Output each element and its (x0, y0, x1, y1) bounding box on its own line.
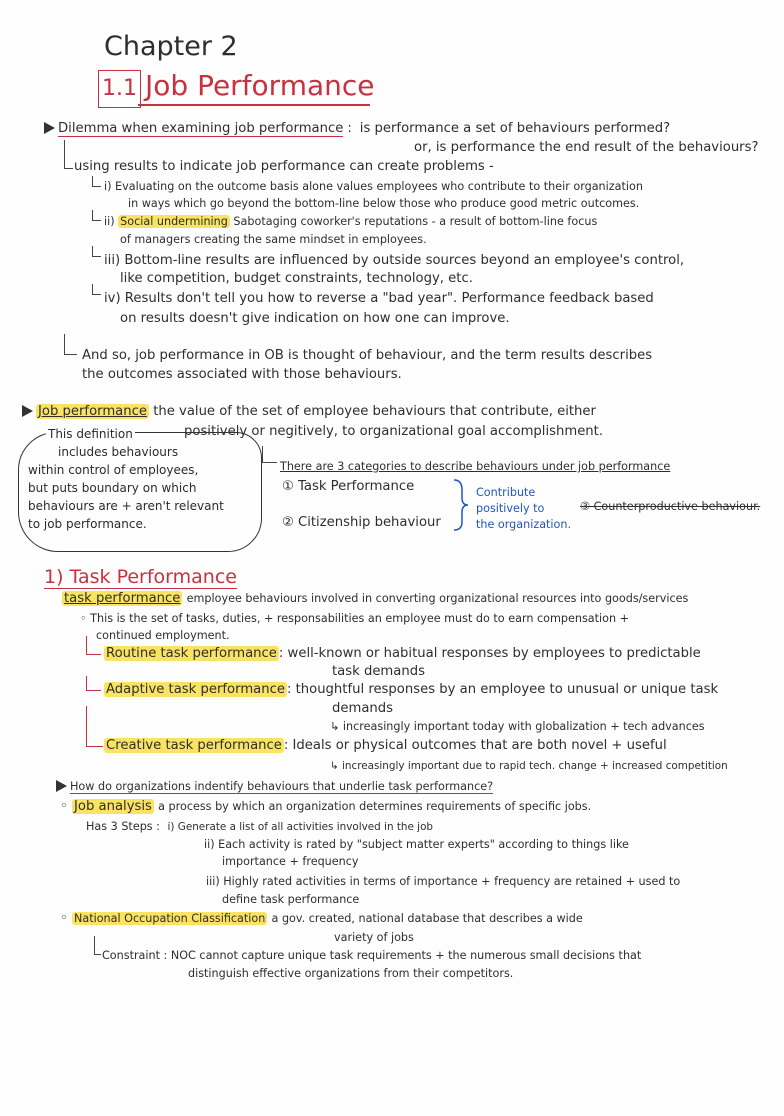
adaptive-text: : thoughtful responses by an employee to unusual or unique task (286, 682, 719, 697)
adaptive-text-2: demands (332, 701, 394, 716)
constraint-line-1: Constraint : NOC cannot capture unique task requirements + the numerous small decisions that (102, 949, 642, 962)
job-analysis-term: Job analysis (73, 799, 152, 814)
steps-label: Has 3 Steps : (86, 820, 160, 833)
problem-1-line-1: i) Evaluating on the outcome basis alone values employees who contribute to their organization (104, 180, 643, 193)
routine-term: Routine task performance (106, 646, 277, 661)
hook-arrow-icon (92, 246, 101, 257)
identify-question-row (56, 778, 493, 795)
task-performance-term: task performance (64, 591, 181, 606)
cloud-line-4: but puts boundary on which (28, 481, 197, 495)
job-analysis-def: a process by which an organization determines requirements of specific jobs. (158, 800, 592, 813)
noc-def: a gov. created, national database that describes a wide (271, 912, 583, 925)
cloud-line-6: to job performance. (28, 517, 147, 531)
routine-text: : well-known or habitual responses by employees to predictable (278, 646, 701, 661)
adaptive-note: ↳ increasingly important today with globalization + tech advances (330, 720, 705, 733)
task-sub-line-1: ◦ This is the set of tasks, duties, + responsabilities an employee must do to earn compensation + (80, 612, 630, 625)
step-3-line-2: define task performance (222, 893, 360, 906)
categories-heading: There are 3 categories to describe behaviours under job performance (280, 460, 671, 473)
circle-bullet-icon: ◦ (60, 799, 68, 814)
job-performance-term: Job performance (38, 404, 147, 419)
task-performance-heading: 1) Task Performance (44, 566, 237, 588)
creative-note: ↳ increasingly important due to rapid tech. change + increased competition (330, 760, 728, 772)
identify-question: How do organizations indentify behaviours that underlie task performance? (70, 780, 494, 793)
contribute-line-2: positively to (476, 502, 545, 515)
dilemma-question-2: or, is performance the end result of the behaviours? (414, 140, 759, 155)
triangle-bullet-icon (44, 122, 55, 134)
dilemma-row (44, 120, 670, 137)
section-heading (98, 68, 375, 108)
cloud-line-1: This definition (48, 427, 133, 441)
problem-2-num: ii) (104, 215, 115, 228)
noc-def-2: variety of jobs (334, 931, 414, 944)
cloud-line-5: behaviours are + aren't relevant (28, 499, 224, 513)
step-2-line-1: ii) Each activity is rated by "subject matter experts" according to things like (204, 838, 629, 851)
problem-1-line-2: in ways which go beyond the bottom-line below those who produce good metric outcomes. (128, 197, 640, 210)
hook-arrow-icon (86, 636, 101, 655)
adaptive-row (104, 681, 718, 698)
problem-3-line-1: iii) Bottom-line results are influenced by outside sources beyond an employee's control, (104, 253, 685, 268)
adaptive-term: Adaptive task performance (106, 682, 285, 697)
hook-arrow-icon (92, 284, 101, 295)
hook-arrow-icon (94, 936, 101, 955)
routine-row (104, 645, 701, 662)
creative-text: : Ideals or physical outcomes that are both novel + useful (283, 738, 667, 753)
hook-arrow-icon (86, 676, 101, 691)
problem-4-line-2: on results doesn't give indication on how one can improve. (120, 311, 510, 326)
hook-arrow-icon (86, 706, 103, 747)
problem-2-line-2: of managers creating the same mindset in employees. (120, 233, 427, 246)
dilemma-question-1: is performance a set of behaviours performed? (359, 121, 671, 136)
task-definition-row (62, 590, 688, 607)
hook-arrow-icon (262, 446, 277, 463)
contribute-line-1: Contribute (476, 486, 536, 499)
step-1: i) Generate a list of all activities involved in the job (167, 821, 434, 833)
creative-term: Creative task performance (106, 738, 282, 753)
hook-arrow-icon (64, 140, 73, 169)
hook-arrow-icon (64, 334, 77, 355)
noc-row (60, 910, 583, 927)
title-underline (138, 104, 370, 106)
circle-bullet-icon: ◦ (60, 911, 68, 926)
noc-term: National Occupation Classification (73, 912, 266, 925)
contribute-line-3: the organization. (476, 518, 572, 531)
task-sub-line-2: continued employment. (96, 629, 230, 642)
step-3-line-1: iii) Highly rated activities in terms of importance + frequency are retained + used to (206, 875, 681, 888)
hook-arrow-icon (92, 210, 101, 221)
problem-3-line-2: like competition, budget constraints, technology, etc. (120, 271, 473, 286)
creative-row (104, 737, 667, 754)
definition-text-1: the value of the set of employee behaviours that contribute, either (153, 404, 596, 419)
chapter-heading: Chapter 2 (104, 31, 238, 62)
triangle-bullet-icon (22, 405, 33, 417)
routine-text-2: task demands (332, 664, 425, 679)
section-number: 1.1 (98, 70, 141, 108)
conclusion-line-1: And so, job performance in OB is thought of behaviour, and the term results describes (82, 348, 653, 363)
cloud-line-2: includes behaviours (58, 445, 179, 459)
job-analysis-row (60, 798, 591, 815)
dilemma-label: Dilemma when examining job performance (58, 121, 344, 136)
curly-brace-icon (450, 478, 472, 532)
conclusion-line-2: the outcomes associated with those behaviours. (82, 367, 402, 382)
category-task: ① Task Performance (282, 479, 415, 494)
dilemma-intro: using results to indicate job performance can create problems - (74, 159, 494, 174)
category-citizenship: ② Citizenship behaviour (282, 515, 441, 530)
constraint-line-2: distinguish effective organizations from their competitors. (188, 967, 514, 980)
triangle-bullet-icon (56, 780, 67, 792)
cloud-line-3: within control of employees, (28, 463, 199, 477)
social-undermining-term: Social undermining (120, 215, 228, 228)
task-definition-text: employee behaviours involved in converting organizational resources into goods/services (186, 592, 689, 605)
definition-text-2: positively or negitively, to organizational goal accomplishment. (184, 424, 604, 439)
definition-row (22, 403, 596, 420)
problem-2-line-1 (104, 213, 597, 230)
problem-2-text: Sabotaging coworker's reputations - a result of bottom-line focus (233, 215, 598, 228)
step-2-line-2: importance + frequency (222, 855, 359, 868)
problem-4-line-1: iv) Results don't tell you how to reverse a "bad year". Performance feedback based (104, 291, 654, 306)
category-counterproductive: ③ Counterproductive behaviour. (580, 500, 761, 513)
hook-arrow-icon (92, 176, 101, 187)
dilemma-colon: : (347, 121, 352, 136)
section-title: Job Performance (145, 69, 375, 102)
steps-row (86, 818, 433, 836)
